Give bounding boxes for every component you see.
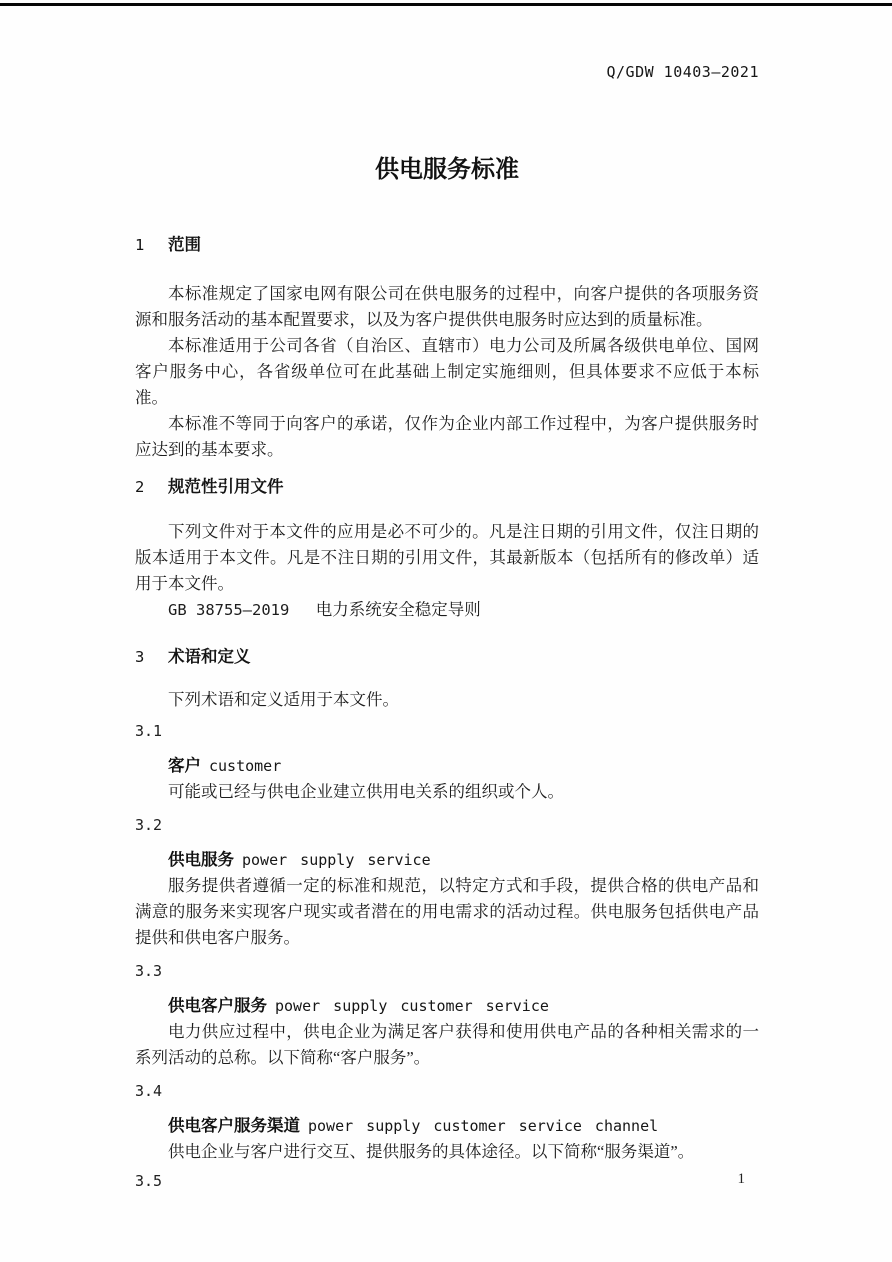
term-3-2-definition: 服务提供者遵循一定的标准和规范，以特定方式和手段，提供合格的供电产品和满意的服务来实现客户现实或者潜在的用电需求的活动过程。供电服务包括供电产品提供和供电客户服务。 [135, 876, 759, 947]
section-3-heading [135, 645, 759, 669]
section-1-title: 范围 [168, 236, 201, 254]
section-1-body [135, 281, 759, 463]
term-3-2-number: 3.2 [135, 816, 163, 834]
section-3-number: 3 [135, 648, 145, 666]
page-content [0, 62, 892, 1191]
term-3-3-english: power supply customer service [275, 997, 549, 1015]
term-3-3-number: 3.3 [135, 962, 163, 980]
section-1-paragraph-2: 本标准适用于公司各省（自治区、直辖市）电力公司及所属各级供电单位、国网客户服务中心，各省级单位可在此基础上制定实施细则，但具体要求不应低于本标准。 [135, 336, 759, 407]
section-2-number: 2 [135, 478, 145, 496]
term-3-1-number: 3.1 [135, 722, 163, 740]
reference-code: GB 38755—2019 [168, 601, 290, 619]
term-3-4-title [135, 1113, 759, 1139]
term-3-4-definition: 供电企业与客户进行交互、提供服务的具体途径。以下简称“服务渠道”。 [168, 1142, 695, 1161]
term-3-4-chinese: 供电客户服务渠道 [168, 1117, 300, 1135]
section-2-heading [135, 475, 759, 499]
page-header [135, 62, 759, 83]
standard-code: Q/GDW 10403—2021 [606, 63, 759, 81]
reference-title: 电力系统安全稳定导则 [315, 600, 481, 619]
term-3-2-chinese: 供电服务 [168, 851, 234, 869]
section-1-paragraph-1: 本标准规定了国家电网有限公司在供电服务的过程中，向客户提供的各项服务资源和服务活动的基本配置要求，以及为客户提供供电服务时应达到的质量标准。 [135, 284, 759, 329]
section-3-title: 术语和定义 [168, 648, 251, 666]
section-1-paragraph-3: 本标准不等同于向客户的承诺，仅作为企业内部工作过程中，为客户提供服务时应达到的基本要求。 [135, 414, 759, 459]
term-3-1-chinese: 客户 [168, 757, 201, 775]
section-2-body [135, 519, 759, 623]
term-3-1-definition: 可能或已经与供电企业建立供用电关系的组织或个人。 [168, 782, 564, 801]
section-1-number: 1 [135, 236, 145, 254]
term-3-1-title [135, 753, 759, 779]
term-3-3-chinese: 供电客户服务 [168, 997, 267, 1015]
term-3-4-number: 3.4 [135, 1082, 163, 1100]
page-number: 1 [737, 1171, 745, 1187]
term-3-1-english: customer [209, 757, 282, 775]
term-3-2-english: power supply service [242, 851, 431, 869]
term-3-5-number: 3.5 [135, 1172, 163, 1190]
normative-reference [135, 597, 759, 623]
term-3-3-title [135, 993, 759, 1019]
section-2-paragraph-1: 下列文件对于本文件的应用是必不可少的。凡是注日期的引用文件，仅注日期的版本适用于本文件。凡是不注日期的引用文件，其最新版本（包括所有的修改单）适用于本文件。 [135, 522, 759, 593]
section-1-heading [135, 233, 759, 257]
document-title: 供电服务标准 [375, 156, 519, 183]
section-2-title: 规范性引用文件 [168, 478, 284, 496]
term-3-3-definition: 电力供应过程中，供电企业为满足客户获得和使用供电产品的各种相关需求的一系列活动的总称。以下简称“客户服务”。 [135, 1022, 759, 1067]
term-3-2-title [135, 847, 759, 873]
section-3-intro: 下列术语和定义适用于本文件。 [168, 690, 399, 709]
term-3-4-english: power supply customer service channel [308, 1117, 659, 1135]
scan-top-edge [0, 3, 892, 6]
